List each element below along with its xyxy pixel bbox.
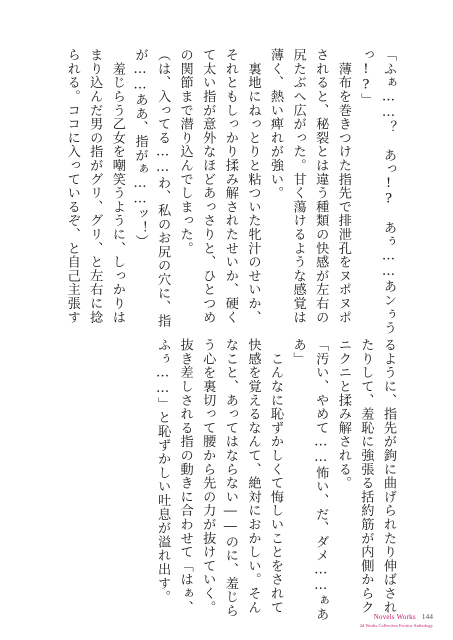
text-line: ふぅ……」と恥ずかしい吐息が溢れ出す。 — [155, 338, 171, 604]
footer-subtitle: 2d Works Collection Erotica Anthology — [359, 622, 433, 628]
text-line: 薄く、熱い痺れが強い。 — [268, 48, 284, 200]
text-line: う心を裏切って腰から先の力が抜けていく。 — [200, 338, 216, 614]
text-line: まり込んだ男の指がグリ、グリ、と左右に捻 — [87, 48, 103, 324]
text-line: たりして、羞恥に強張る括約筋が内側からク — [358, 338, 374, 614]
text-line: なこと、あってはならない――のに、羞じら — [222, 338, 238, 618]
text-line: 羞じらう乙女を嘲笑うように、しっかりは — [109, 48, 125, 324]
text-line: の関節まで潜り込んでしまった。 — [177, 48, 193, 255]
text-line: それともしっかり揉み解されたせいか、硬く — [222, 48, 238, 324]
text-line: て太い指が意外なほどあっさりと、ひとつめ — [200, 48, 216, 324]
text-line: られる。ココに入っているぞ、と自己主張す — [64, 48, 80, 324]
text-line: 尻たぶへ広がった。甘く蕩けるような感覚は — [290, 48, 306, 324]
text-line: 「汚い、やめて……怖い、だ、ダメ……ぁあ — [313, 338, 329, 622]
text-line: るように、指先が鉤に曲げられたり伸ばされ — [381, 338, 396, 614]
text-line: 薄布を巻きつけた指先で排泄孔をヌポヌポ — [335, 48, 351, 324]
text-line: されると、秘裂とは違う種類の快感が左右の — [313, 48, 329, 324]
page-footer — [360, 607, 433, 628]
text-line: 裏地にねっとりと粘ついた牝汁のせいか、 — [245, 48, 261, 324]
footer-title: Novels Works — [373, 612, 416, 621]
text-line: 抜き差しされる指の動きに合わせて「はぁ、 — [177, 338, 193, 614]
text-line: こんなに恥ずかしくて悔しいことをされて — [268, 338, 284, 614]
text-line: ニクニと揉み解される。 — [335, 338, 351, 490]
text-line: が……ああ、指がぁ……ッ！） — [132, 48, 148, 249]
text-line: （は、入ってる……わ、私のお尻の穴に、指 — [155, 48, 171, 328]
upper-text-block — [60, 48, 399, 335]
text-line: 快感を覚えるなんて、絶対におかしい。そん — [245, 338, 261, 614]
text-line: っ!?」 — [358, 48, 374, 107]
text-line: 「ふぁ……？ あっ!? あぅ……あンぅう — [381, 48, 396, 335]
page-number: 144 — [421, 611, 433, 621]
text-line: あ」 — [290, 338, 306, 366]
